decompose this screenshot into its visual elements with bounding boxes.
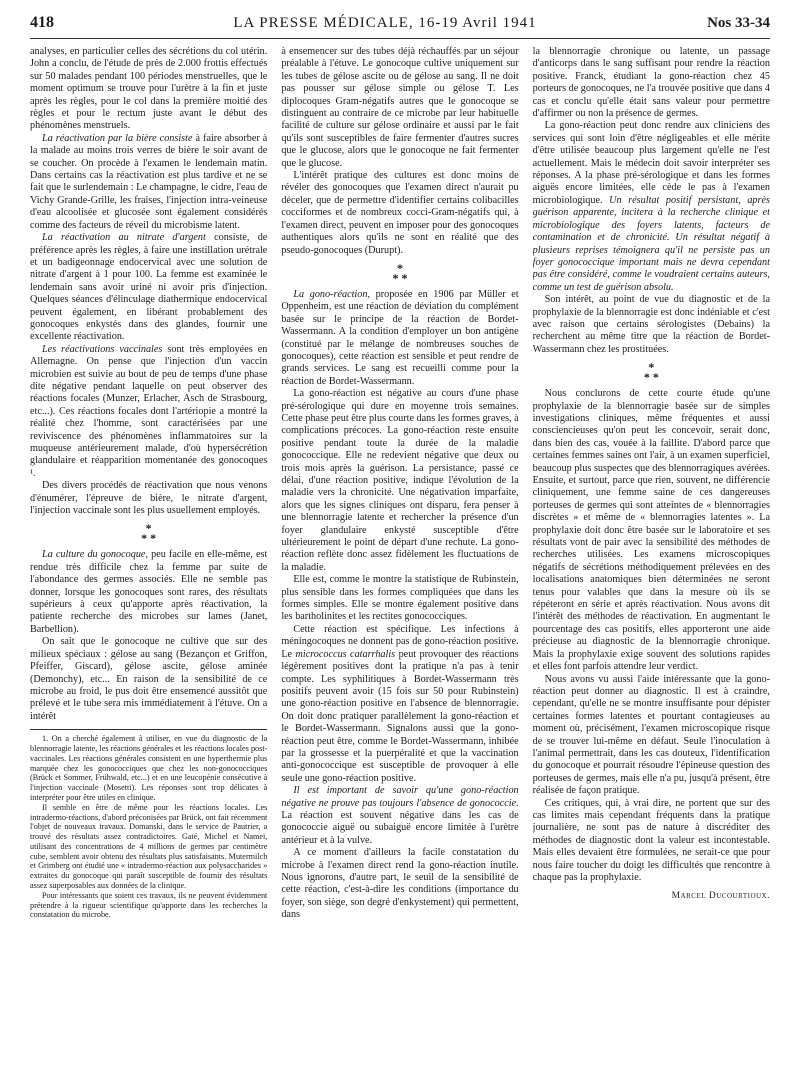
emphasis: La réactivation par la bière consiste <box>42 132 193 144</box>
column-3 <box>533 46 770 1068</box>
author-signature: Marcel Ducourtioux. <box>671 891 770 902</box>
paragraph <box>281 624 518 785</box>
issue-number: Nos 33-34 <box>707 14 770 31</box>
paragraph-text: consiste, de préférence après les règles, à faire une instillation urétrale et un badigeonnage endocervical avec une solution de nitrate d'argent à 1 pour 100. La femme est examinée le lendemain sans avoir uriné ni avoir pris d'injection. Quelques séances d'élinculage diathermique endocervical peuvent également, en libérant probablement des gonocoques enkystés dans des glandes, fournir une excellente réactivation. <box>30 232 268 343</box>
paragraph <box>30 549 267 636</box>
paragraph: Des divers procédés de réactivation que nous venons d'énumérer, l'épreuve de bière, le nitrate d'argent, l'injection vaccinale sont les plus usuellement employés. <box>30 480 268 517</box>
paragraph <box>30 344 267 480</box>
footnote: Pour intéressants que soient ces travaux, ils ne peuvent évidemment prétendre à la rigueur scientifique qu'apporte dans les recherches la constatation du microbe. <box>30 890 268 920</box>
paragraph: Ces critiques, qui, à vrai dire, ne portent que sur des cas limites mais cependant fréquents dans la pratique journalière, ne sont pas de nature à discréditer des méthodes de diagnostic dont la valeur est incontestable. Mais elles devaient être formulées, ne serait-ce que pour nous faire toucher du doigt les difficultés que rencontre à chaque pas la prophylaxie. <box>532 797 770 883</box>
journal-title: LA PRESSE MÉDICALE, 16-19 Avril 1941 <box>233 14 537 31</box>
emphasis: micrococcus catarrhalis <box>295 648 396 660</box>
paragraph: Nous conclurons de cette courte étude qu'une prophylaxie de la blennorragie basée sur de simples investigations cliniques, même fréquentes et aussi consciencieuses qu'on peut les concevoir, serait donc, dans bien des cas, vouée à la faillite. D'abord parce que certaines femmes saines ont l'air, à un examen superficiel, beaucoup plus suspectes que des blennorragiques avérées. Ensuite, et surtout, parce que rien, souvent, ne différencie cliniquement, une femme saine de ces dangereuses porteuses de germes qui sont atteintes de « blennorragies discrètes » et même de « blennorragies latentes ». La prophylaxie doit donc être basée sur le laboratoire et ses résultats vont de pair avec la sensibilité des méthodes de recherches utilisées. Les examens microscopiques négatifs de sécrétions méthodiquement prélevées en des localisations anatomiques bien déterminées ne seront tenus pour valables que dans la mesure où ils se répéteront en série et après réactivation. Nous avons dit l'intérêt des méthodes de réactivation. En augmentant le pourcentage des cas positifs, elles apporteront une aide précieuse au diagnostic de la blennorragie chronique. Mais la prophylaxie exige souvent des solutions rapides et elles font parfois attendre leur verdict. <box>532 388 770 673</box>
page-number: 418 <box>30 14 54 31</box>
paragraph: analyses, en particulier celles des sécrétions du col utérin. John a conclu, de l'étude de près de 2.000 frottis effectués sur 50 malades pendant 100 périodes menstruelles, que le moment optimum se trouve pour l'urètre à la fin et juste après les règles, pour le col dans la première moitié des règles et pour le rectum juste avant le début des phénomènes menstruels. <box>30 46 268 132</box>
paragraph-text: proposée en 1906 par Müller et Oppenheim, est une réaction de déviation du complément basée sur le principe de la réaction de Bordet-Wassermann. A la condition d'employer un bon antigène (constitué par le mélange de nombreuses souches de gonocoques), cette réaction est sensible et peut rendre de grands services. Le sang est recueilli comme pour la réaction de Bordet-Wassermann. <box>281 288 519 387</box>
footnote: 1. On a cherché également à utiliser, en vue du diagnostic de la blennorragie latente, les réactions générales et les réactions locales post-vaccinales. Les réactions générales consistent en une hyperthermie plus marquée chez les gonococciques que chez les non-gonococciques (Brück et Sommer, Frühwald, etc...) et en une leucopénie consécutive à l'injection vaccinale (Mosetti). Les réponses sont trop délicates à interpréter pour être utiles en clinique. <box>30 734 268 802</box>
section-separator: * * * <box>141 521 157 546</box>
emphasis: La gono-réaction, <box>293 288 370 300</box>
paragraph <box>281 785 518 847</box>
paragraph <box>281 289 518 388</box>
paragraph-text: à faire absorber à la malade au moins trois verres de bière le soir avant de se coucher. On procède à l'examen le lendemain matin. Dans certains cas la réactivation est plus tardive et ne se fait que le surlendemain : Le champagne, le cidre, l'eau de Vichy Grande-Grille, les fraises, l'injection intra-veineuse d'eau alcoolisée et glucosée sont également considérés comme des facteurs de réveil du microbisme latent. <box>30 132 268 231</box>
paragraph-text: sont très employées en Allemagne. On pense que l'injection d'un vaccin microbien est suivie au bout de peu de temps d'une phase dite négative pendant laquelle on peut observer des réactions focales (Munzer, Erlacher, Asch de Strasbourg, etc...). Ces réactions focales dont l'artériopie a montré la réalité chez l'homme, sont caractérisées par une reviviscence des phénomènes inflammatoires sur la muqueuse antérieurement malade, d'où hypersécrétion glandulaire et réapparition momentanée des gonocoques ¹. <box>30 343 268 479</box>
emphasis: Un résultat positif persistant, après guérison apparente, incitera à la recherche clinique et microbiologique des foyers latents, facteurs de contamination et de chronicité. Un résultat négatif à plusieurs reprises témoignera qu'il ne persiste pas un foyer gonococcique important mais ne devra cependant pas être considéré, comme le voudraient certains auteurs, comme un test de guérison absolu. <box>532 194 770 293</box>
paragraph: la blennorragie chronique ou latente, un passage d'anticorps dans le sang suffisant pour rendre la réaction positive. Franck, étudiant la gono-réaction chez 45 porteurs de gonocoques, ne l'a trouvée positive que dans 4 cas et conclu qu'elle était sans valeur pour permettre d'affirmer ou non la présence de germes. <box>532 46 770 120</box>
paragraph: A ce moment d'ailleurs la facile constatation du microbe à l'examen direct rend la gono-réaction inutile. Nous ignorons, d'autre part, le seuil de la sensibilité de cette réaction, c'est-à-dire les conditions (importance du foyer, son siège, son degré d'enkystement) qui permettent, dans <box>281 847 519 921</box>
column-1 <box>30 46 267 1068</box>
paragraph: On sait que le gonocoque ne cultive que sur des milieux spéciaux : gélose au sang (Bezançon et Griffon, Pfeiffer, Giscard), gélose ascite, gélose aminée (Demonchy), etc... En raison de la sensibilité de ce microbe au froid, le pus doit être ensemencé aussitôt que prélevé et le tube sera mis immédiatement à l'étuve. On a intérêt <box>30 636 268 722</box>
paragraph-text: La gono-réaction peut donc rendre aux cliniciens des services qui sont loin d'être négligeables et elle mérite d'être utilisée beaucoup plus largement qu'elle ne l'est actuellement. Mais le médecin doit savoir interpréter ses réponses. A la phase pré-sérologique et dans les formes aiguës encore limitées, elle cède le pas à l'examen microbiologique. <box>532 120 770 206</box>
page-header <box>30 8 770 39</box>
article-columns <box>30 46 770 1068</box>
footnote-rule <box>30 729 267 730</box>
paragraph <box>30 232 267 344</box>
paragraph: L'intérêt pratique des cultures est donc moins de révéler des gonocoques que l'examen direct n'aurait pu déceler, que de permettre d'identifier certains colibacilles cocciformes et de nombreux cocci-Gram-négatifs qui, à l'examen direct, peuvent en imposer pour des gonocoques authentiques alors qu'ils ne sont en réalité que des pseudo-gonocoques (Durupt). <box>281 170 519 256</box>
paragraph-text: peu facile en elle-même, est rendue très difficile chez la femme par suite de l'abondance des germes associés. Elle ne semble pas donner, lorsque les gonocoques sont rares, des résultats supérieurs à ceux qu'apporte après réactivation, la patiente recherche des microbes sur lames (Janet, Barbellion). <box>30 549 268 635</box>
paragraph: à ensemencer sur des tubes déjà réchauffés par un séjour préalable à l'étuve. Le gonocoque cultive uniquement sur les tubes de gélose ascite ou de gélose au sang. Il ne doit pas pousser sur gélose simple ou gélose T. Les diplocoques Gram-négatifs autres que le gonocoque se distinguent au contraire de ce microbe par leur habituelle facilité de culture sur gélose ordinaire et aussi par le fait qu'ils sont susceptibles de faire fermenter d'autres sucres que le glucose, alors que le gonocoque ne fait fermenter que le glucose. <box>281 46 519 169</box>
footnote: Il semble en être de même pour les réactions locales. Les intradermo-réactions, d'abord préconisées par Brück, ont fait récemment l'objet de nouveaux travaux. Domanski, dans le service de Pautrier, a trouvé des résultats assez contradictoires. Gaté, Michel et Namei, utilisant des concentrations de 4 millions de germes par centimètre cube, semblent avoir obtenu des résultats plus satisfaisants. Mutermilch et Grimberg ont étudié une « intradermo-réaction aux polysaccharides » extraites du gonocoque qui paraît susceptible de fournir des résultats assez superposables aux données de la clinique. <box>30 802 268 891</box>
paragraph: Son intérêt, au point de vue du diagnostic et de la prophylaxie de la blennorragie est donc indéniable et c'est avec raison que certains sérologistes (Debains) la recherchent au même titre que la réaction de Bordet-Wassermann chez les prostituées. <box>532 294 770 355</box>
emphasis: Il est important de savoir qu'une gono-réaction négative ne prouve pas toujours l'absence de gonococcie. <box>281 785 519 809</box>
section-separator: * * * <box>392 260 408 285</box>
paragraph: Nous avons vu aussi l'aide intéressante que la gono-réaction peut donner au diagnostic. Il est à craindre, cependant, qu'elle ne se montre insuffisante pour dépister certaines formes latentes et pourtant contagieuses au moment où, précisément, l'examen microscopique risque de se trouver lui-même en défaut. Seule l'inoculation à l'animal permettrait, dans les cas douteux, l'identification du gonocoque et pourrait résoudre l'épineuse question des porteuses de germes, mais elle n'a pu, jusqu'à présent, être réalisée de façon pratique. <box>532 673 770 797</box>
paragraph <box>30 133 267 232</box>
paragraph-text: La réaction est souvent négative dans les cas de gonococcie aiguë ou subaiguë encore limitée à l'urètre antérieur et à la vulve. <box>281 809 519 846</box>
paragraph: La gono-réaction est négative au cours d'une phase pré-sérologique qui dure en moyenne trois semaines. Cette phase peut être plus courte dans les formes graves, à complications précoces. La gono-réaction reste ensuite positive pendant toute la durée de la maladie gonococcique. Elle ne redevient négative que deux ou trois mois après la guérison. La persistance, passé ce délai, d'une réaction positive, indique l'évolution de la maladie vers la chronicité. Une négativation imparfaite, alors que les signes cliniques ont disparu, fera penser à une blennorragie latente et rechercher la présence d'un foyer glandulaire enkysté susceptible d'être ultérieurement le point de départ d'une rechute. La gono-réaction reflète donc assez fidèlement les fluctuations de la maladie. <box>281 388 519 573</box>
paragraph-text: Cette réaction est spécifique. Les infections à méningocoques ne donnent pas de gono-réaction positive. Le <box>281 623 519 660</box>
paragraph: Elle est, comme le montre la statistique de Rubinstein, plus sensible dans les formes compliquées que dans les formes simples. Elle se montre également positive dans les bartholinites et les rectites gonococciques. <box>281 574 519 623</box>
column-2 <box>281 46 518 1068</box>
paragraph-text: peut provoquer des réactions légèrement positives dont la pratique n'a pas à tenir compte. Les syphilitiques à Bordet-Wassermann très positifs peuvent avoir (15 fois sur 50 pour Rubinstein) une gono-réaction positive en l'absence de blennorragie. On doit donc pratiquer parallèlement la gono-réaction et le Bordet-Wassermann. Signalons aussi que la gono-réaction peut être, comme le Bordet-Wassermann, inhibée par la grossesse et la puerpéralité et que la vaccination anti-gonococcique est susceptible de provoquer à elle seule une gono-réaction positive. <box>281 648 519 784</box>
paragraph <box>533 120 770 294</box>
emphasis: Les réactivations vaccinales <box>42 343 163 355</box>
emphasis: La réactivation au nitrate d'argent <box>42 232 206 244</box>
section-separator: * * * <box>643 360 659 385</box>
emphasis: La culture du gonocoque, <box>42 549 148 561</box>
